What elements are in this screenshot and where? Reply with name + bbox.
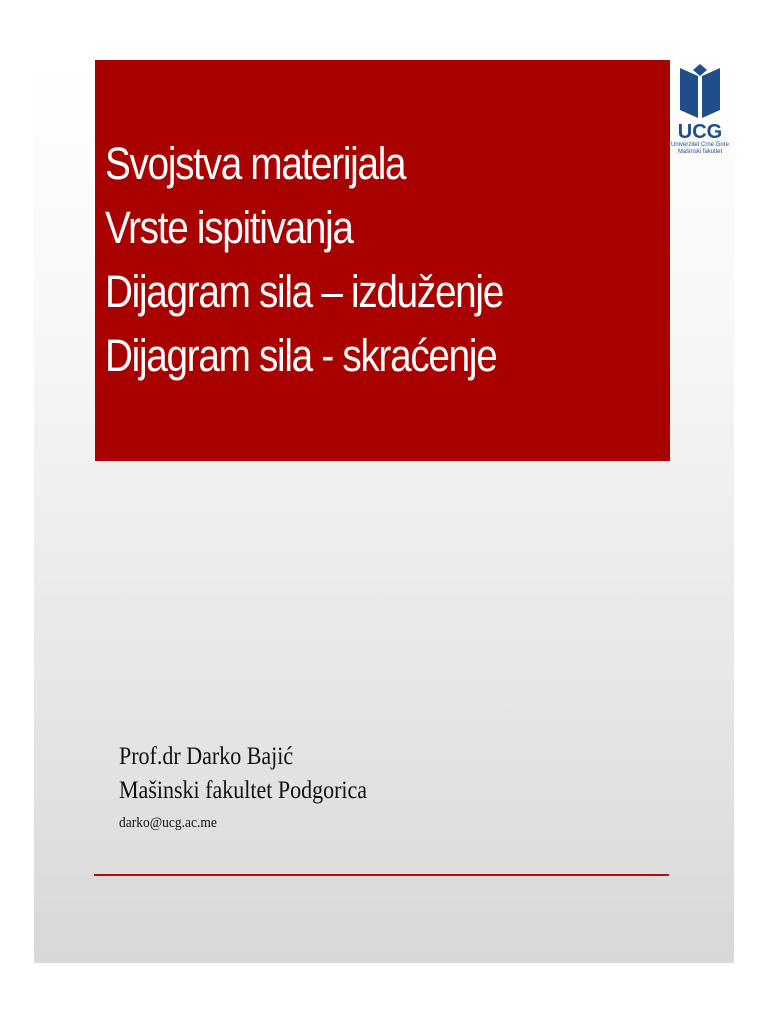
logo-subtitle-2: Mašinski fakultet — [677, 149, 723, 155]
author-block — [119, 740, 679, 836]
title-line-4: Dijagram sila - skraćenje — [105, 330, 497, 381]
ucg-logo — [668, 64, 732, 176]
title-line-2: Vrste ispitivanja — [105, 202, 353, 253]
title-line-1: Svojstva materijala — [105, 138, 406, 189]
author-faculty: Mašinski fakultet Podgorica — [119, 777, 368, 804]
slide — [34, 60, 734, 963]
title-line-3: Dijagram sila – izduženje — [105, 266, 503, 317]
book-icon — [678, 64, 722, 120]
title-box — [95, 60, 670, 461]
divider — [94, 874, 669, 876]
logo-text: UCG — [677, 121, 723, 143]
author-name: Prof.dr Darko Bajić — [119, 743, 294, 770]
logo-subtitle-1: Univerzitet Crne Gore — [670, 142, 730, 148]
author-email[interactable]: darko@ucg.ac.me — [119, 815, 217, 831]
